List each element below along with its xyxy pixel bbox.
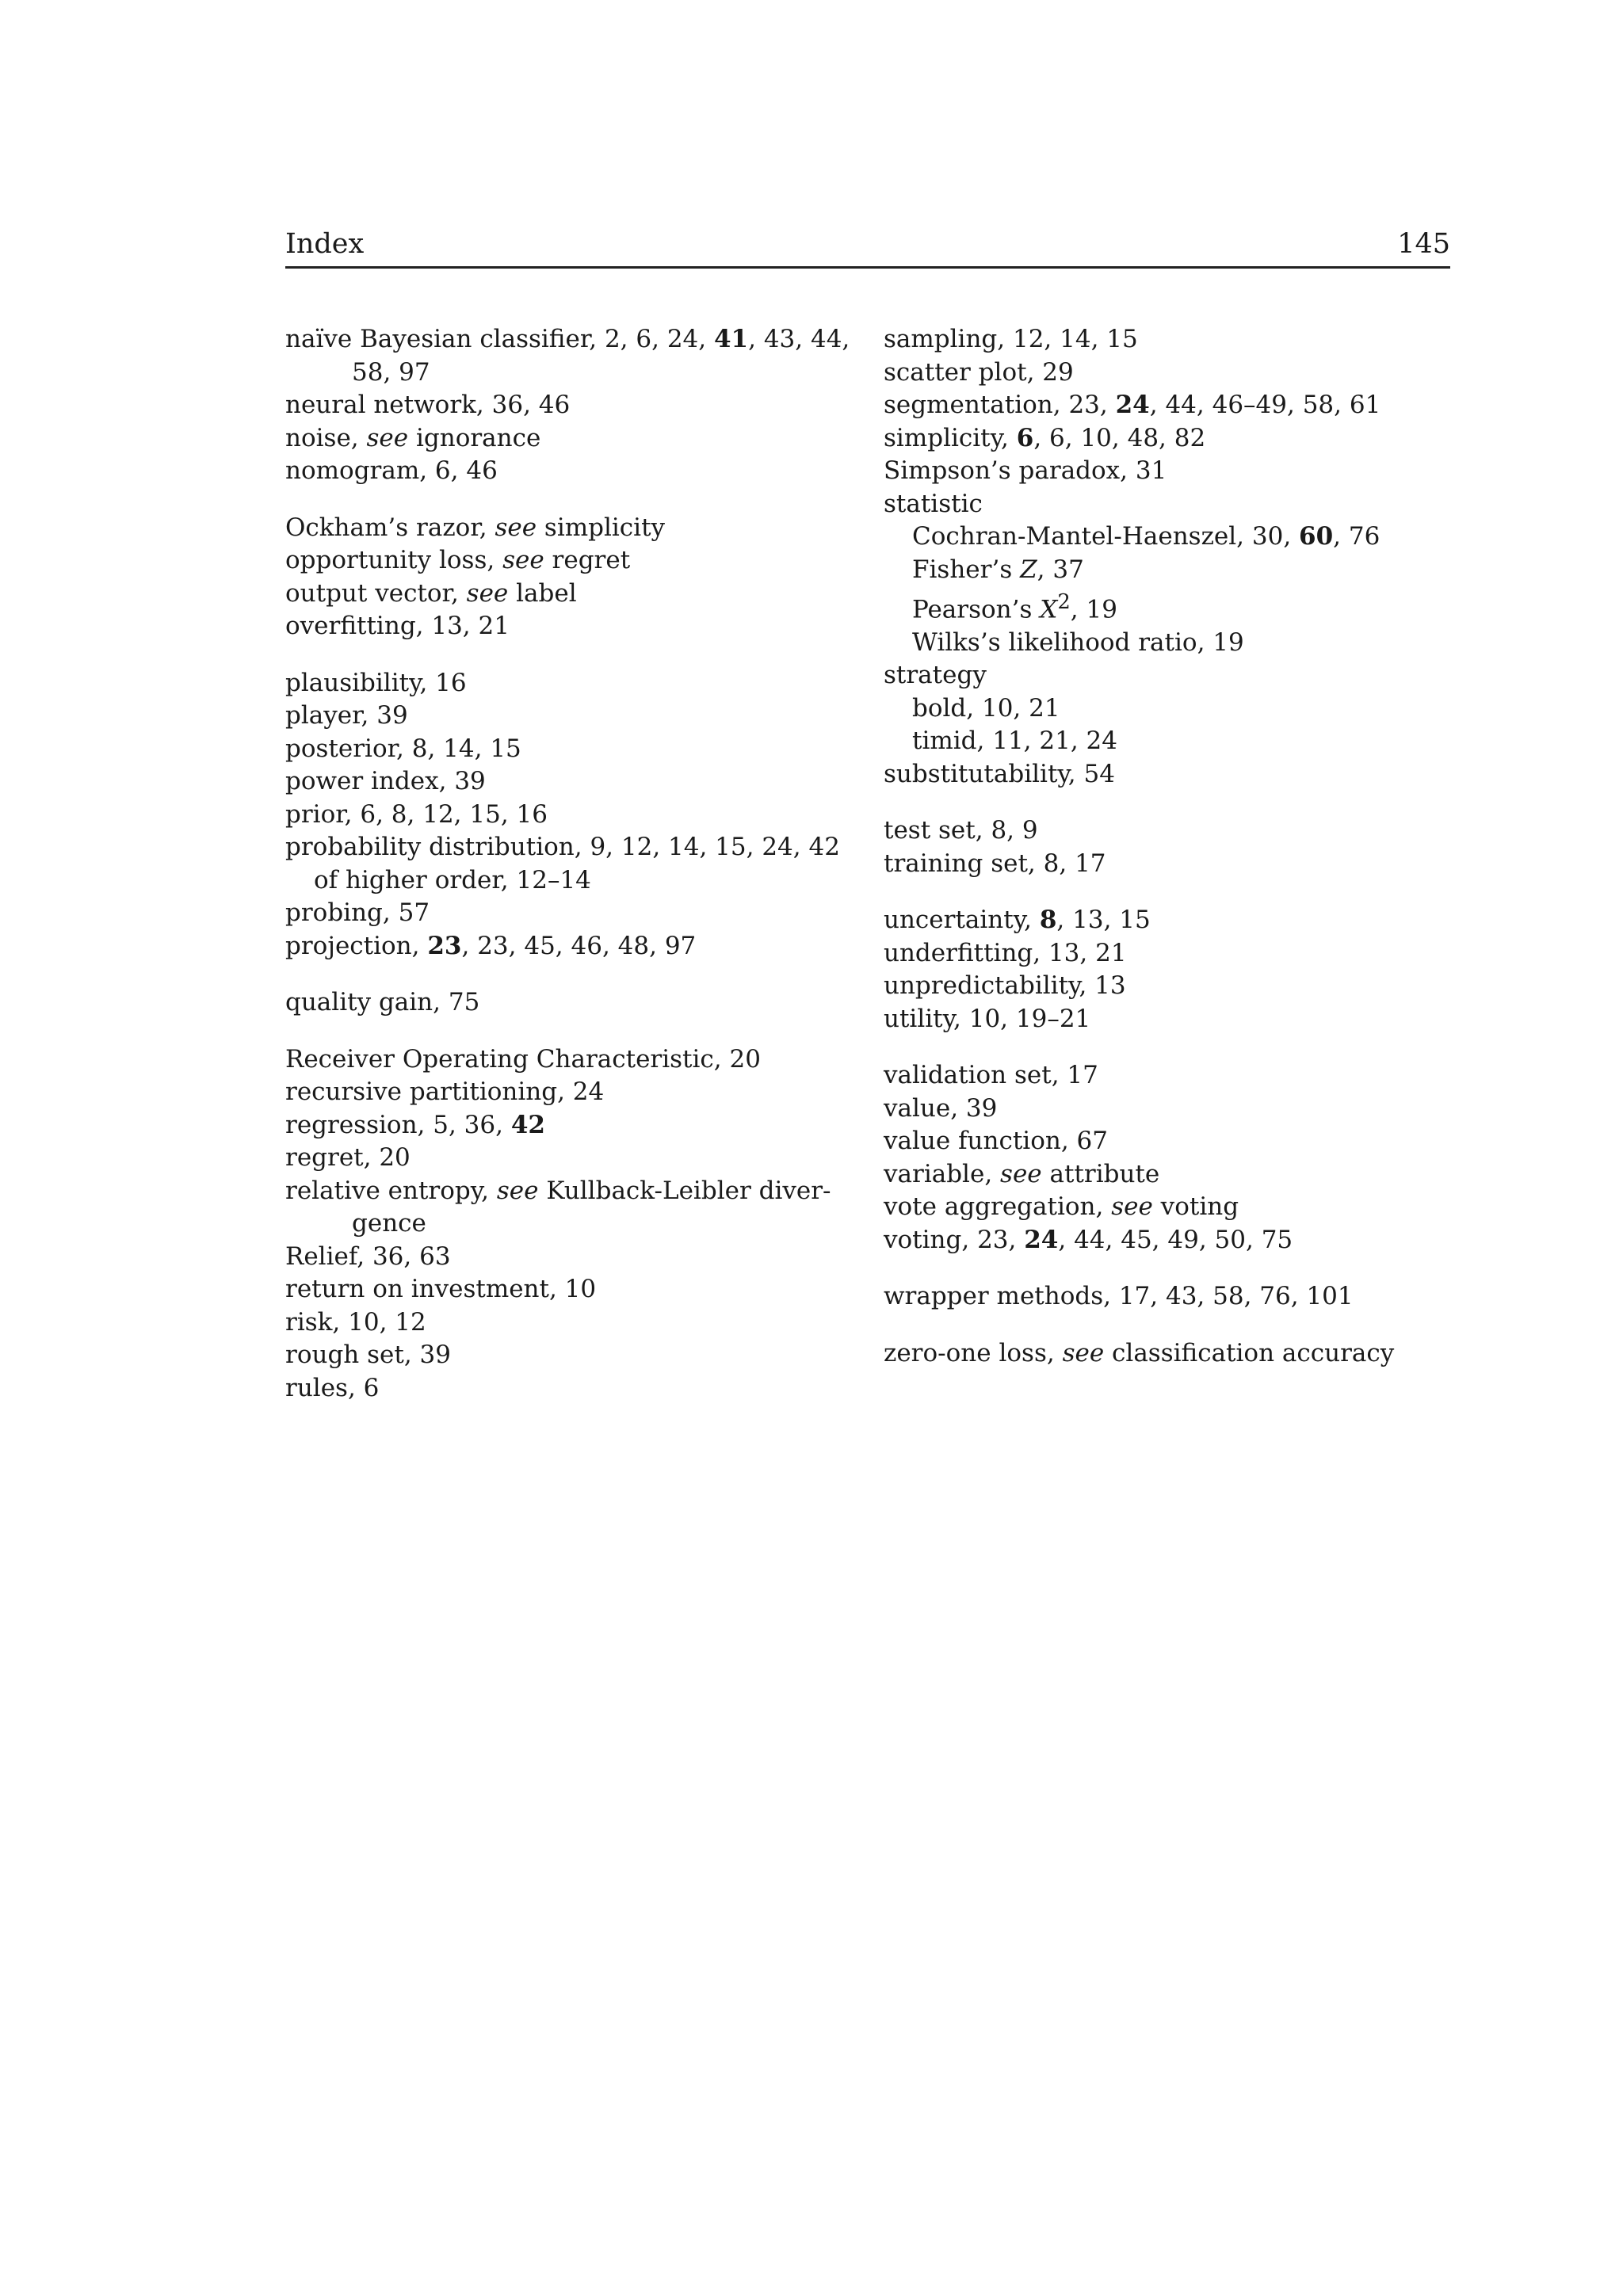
page-number: 145 (1397, 228, 1450, 260)
index-subentry: timid, 11, 21, 24 (912, 727, 1117, 756)
index-entry-continuation: 58, 97 (352, 357, 430, 387)
index-entry: uncertainty, 8, 13, 15 (884, 906, 1151, 935)
index-subentry: Pearson’s $X^2$, 19 (912, 590, 1117, 624)
index-entry: regression, 5, 36, 42 (285, 1110, 545, 1139)
index-entry: quality gain, 75 (285, 988, 480, 1016)
index-entry: variable, see attribute (884, 1159, 1160, 1188)
index-entry: opportunity loss, see regret (285, 546, 631, 574)
index-entry: validation set, 17 (884, 1061, 1098, 1090)
index-entry: underfitting, 13, 21 (884, 938, 1127, 967)
index-entry: value, 39 (884, 1093, 998, 1123)
index-entry: output vector, see label (285, 578, 577, 608)
index-entry: risk, 10, 12 (285, 1307, 426, 1337)
index-entry: test set, 8, 9 (884, 816, 1038, 845)
index-entry: overfitting, 13, 21 (285, 612, 510, 640)
index-entry: strategy (884, 661, 987, 690)
index-entry: statistic (884, 489, 983, 518)
index-column-left (285, 323, 850, 1405)
index-entry: power index, 39 (285, 767, 486, 795)
index-entry: neural network, 36, 46 (285, 391, 571, 419)
running-header (285, 223, 1450, 269)
index-entry: Simpson’s paradox, 31 (884, 456, 1167, 485)
index-entry: return on investment, 10 (285, 1275, 597, 1303)
index-subentry: Fisher’s Z, 37 (912, 555, 1084, 584)
index-entry: projection, 23, 23, 45, 46, 48, 97 (285, 931, 697, 960)
index-column-right (884, 323, 1454, 1370)
index-entry: nomogram, 6, 46 (285, 456, 498, 485)
index-entry: Ockham’s razor, see simplicity (285, 513, 666, 542)
index-subentry: of higher order, 12–14 (314, 865, 591, 894)
index-entry: value function, 67 (884, 1127, 1108, 1156)
index-entry-continuation: gence (352, 1209, 426, 1238)
index-entry: recursive partitioning, 24 (285, 1077, 605, 1106)
header-title: Index (285, 228, 365, 260)
index-entry: prior, 6, 8, 12, 15, 16 (285, 799, 548, 829)
index-entry: simplicity, 6, 6, 10, 48, 82 (884, 423, 1206, 452)
index-entry: plausibility, 16 (285, 668, 467, 697)
index-entry: probing, 57 (285, 898, 430, 927)
index-entry: noise, see ignorance (285, 423, 541, 452)
index-entry: sampling, 12, 14, 15 (884, 325, 1138, 353)
index-entry: unpredictability, 13 (884, 971, 1126, 1001)
index-entry: rules, 6 (285, 1373, 380, 1402)
index-entry: rough set, 39 (285, 1341, 451, 1369)
index-entry: player, 39 (285, 701, 408, 730)
index-entry: relative entropy, see Kullback-Leibler diver- (285, 1176, 831, 1205)
index-entry: regret, 20 (285, 1143, 411, 1172)
index-subentry: Cochran-Mantel-Haenszel, 30, 60, 76 (912, 522, 1381, 551)
index-subentry: Wilks’s likelihood ratio, 19 (912, 627, 1244, 657)
index-entry: Receiver Operating Characteristic, 20 (285, 1044, 761, 1074)
index-entry: segmentation, 23, 24, 44, 46–49, 58, 61 (884, 391, 1381, 419)
index-subentry: bold, 10, 21 (912, 693, 1060, 723)
index-entry: voting, 23, 24, 44, 45, 49, 50, 75 (884, 1225, 1293, 1254)
index-entry: utility, 10, 19–21 (884, 1004, 1091, 1033)
index-entry: Relief, 36, 63 (285, 1241, 451, 1271)
index-entry: substitutability, 54 (884, 759, 1115, 788)
index-entry: scatter plot, 29 (884, 357, 1074, 387)
index-entry: vote aggregation, see voting (884, 1192, 1239, 1222)
index-entry: wrapper methods, 17, 43, 58, 76, 101 (884, 1282, 1354, 1311)
index-entry: training set, 8, 17 (884, 849, 1106, 878)
index-entry: posterior, 8, 14, 15 (285, 734, 521, 763)
index-entry: naïve Bayesian classifier, 2, 6, 24, 41, 43, 44, (285, 325, 850, 353)
index-entry: probability distribution, 9, 12, 14, 15, 24, 42 (285, 833, 840, 861)
index-entry: zero-one loss, see classification accuracy (884, 1338, 1395, 1367)
